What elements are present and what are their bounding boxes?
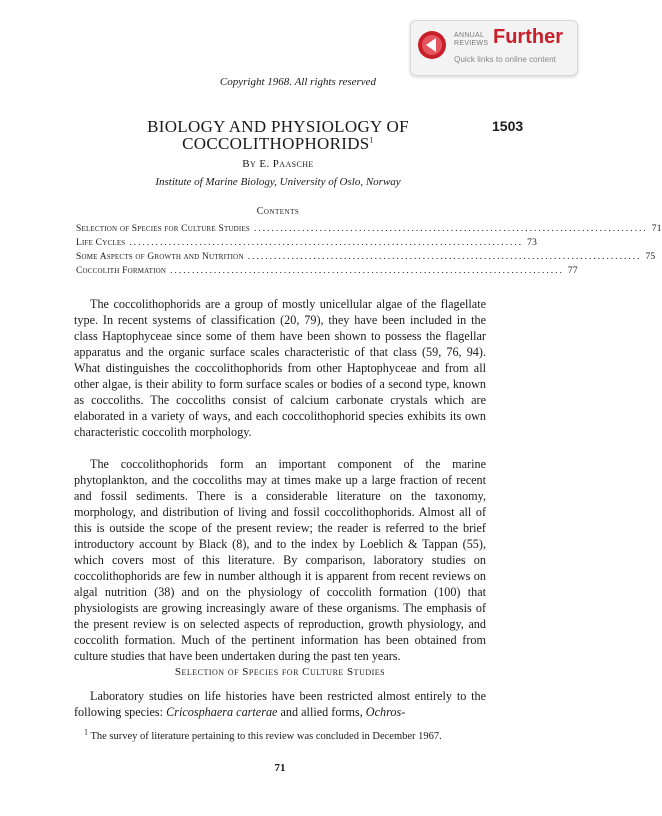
toc-leader-dots: .......................................................................................... xyxy=(129,238,524,248)
paragraph-text: The coccolithophorids are a group of mostly unicellular algae of the flagellate type. In recent systems of classification (20, 79), they have been included in the class Haptophyceae since some of them have been shown to possess the flagellar apparatus and the organic surface scales characteristic of that class (59, 76, 94). What distinguishes the coccolithophorids from other Haptophyceae and from all other algae, is their ability to form surface scales or bodies of a second type, known as coccoliths. The coccoliths consist of calcium carbonate crystals which are elaborated in a variety of ways, and each coccolithophorid species exhibits its own characteristic coccolith morphology. xyxy=(74,297,486,439)
title-footnote-mark[interactable]: 1 xyxy=(369,135,374,145)
further-links-badge[interactable] xyxy=(410,20,578,76)
paragraph-text: The coccolithophorids form an important component of the marine phytoplankton, and the coccoliths may at times make up a large fraction of recent and fossil sediments. There is a considerable literature on the taxonomy, morphology, and distribution of living and fossil coccolithophorids. Almost all of this is outside the scope of the present review; the reader is referred to the brief introductory account by Black (8), and to the index by Loeblich & Tappan (55), which covers most of this literature. By comparison, laboratory studies on coccolithophorids are few in number although it is apparent from recent reviews on algal nutrition (38) and on the physiology of coccolith formation (100) that physiologists are growing increasingly aware of these organisms. The emphasis of the present review is on selected aspects of reproduction, growth physiology, and coccolith formation. Much of the pertinent information has been obtained from culture studies that have been undertaken during the past ten years. xyxy=(74,457,486,663)
p3-start: Laboratory studies on life histories have been restricted almost entirely to the following species: xyxy=(74,689,486,719)
toc-label: Some Aspects of Growth and Nutrition xyxy=(76,252,244,262)
species-name-2: Ochros- xyxy=(365,705,406,719)
body-paragraph-2 xyxy=(74,456,486,664)
paragraph-text xyxy=(74,688,486,720)
table-of-contents xyxy=(76,224,662,280)
further-word: Further xyxy=(493,26,563,48)
article-title xyxy=(0,118,556,152)
toc-label: Selection of Species for Culture Studies xyxy=(76,224,251,234)
toc-page: 71 xyxy=(651,224,662,234)
toc-label: Life Cycles xyxy=(76,238,126,248)
body-paragraph-3 xyxy=(74,688,486,720)
brand-line-2: REVIEWS xyxy=(454,40,489,47)
contents-heading: Contents xyxy=(256,206,300,217)
title-line-1: BIOLOGY AND PHYSIOLOGY OF xyxy=(147,117,409,136)
section-heading: Selection of Species for Culture Studies xyxy=(174,666,386,678)
toc-entry[interactable] xyxy=(76,266,578,280)
brand-line-1: ANNUAL xyxy=(454,32,485,39)
toc-leader-dots: .......................................................................................... xyxy=(254,224,648,234)
body-paragraph-1 xyxy=(74,296,486,440)
copyright-notice: Copyright 1968. All rights reserved xyxy=(219,76,377,88)
toc-entry[interactable] xyxy=(76,252,656,266)
toc-page: 75 xyxy=(645,252,656,262)
toc-entry[interactable] xyxy=(76,238,538,252)
species-name: Cricosphaera carterae xyxy=(166,705,278,719)
toc-entry[interactable] xyxy=(76,224,662,238)
title-line-2 xyxy=(0,135,556,152)
footnote-mark: 1 xyxy=(84,727,88,737)
play-arrow-icon xyxy=(417,30,447,60)
footnote xyxy=(74,727,486,744)
footnote-text: The survey of literature pertaining to this review was concluded in December 1967. xyxy=(90,731,442,742)
further-brand xyxy=(454,32,488,48)
page-number-top: 1503 xyxy=(492,118,524,134)
title-line-2-text: COCCOLITHOPHORIDS xyxy=(182,134,370,153)
toc-page: 77 xyxy=(567,266,578,276)
toc-leader-dots: .......................................................................................... xyxy=(247,252,642,262)
affiliation: Institute of Marine Biology, University of Oslo, Norway xyxy=(155,176,401,188)
page-number-bottom: 71 xyxy=(274,762,286,774)
toc-page: 73 xyxy=(527,238,538,248)
further-caption: Quick links to online content xyxy=(454,55,556,64)
author: By E. Paasche xyxy=(242,158,314,170)
toc-leader-dots: .......................................................................................... xyxy=(170,266,564,276)
toc-label: Coccolith Formation xyxy=(76,266,167,276)
p3-mid: and allied forms, xyxy=(277,705,366,719)
